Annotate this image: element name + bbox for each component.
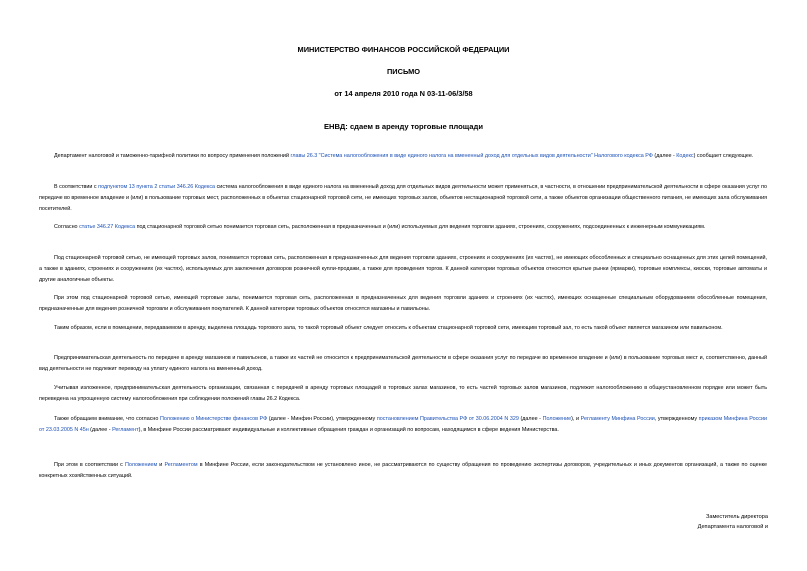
link-subparagraph-13[interactable]: подпунктом 13 пункта 2 статьи 346.26 Кодекса <box>98 184 216 190</box>
link-article-346-27[interactable]: статье 346.27 Кодекса <box>79 224 136 230</box>
document-subject: ЕНВД: сдаем в аренду торговые площади <box>323 122 484 131</box>
document-reference: от 14 апреля 2010 года N 03-11-06/3/58 <box>334 89 473 98</box>
link-reglament-2[interactable]: Регламентом <box>164 462 198 468</box>
paragraph-8: Учитывая изложенное, предпринимательская деятельность организации, связанная с передачей в аренду торговых площадей в торговых залах магазинов, то есть частей торговых залов магазинов, подлежит налогообложению в общеустановленном порядке или может быть переведена на упрощенную систему налогообложения при соблюдении положений главы 26.2 Кодекса. <box>39 385 767 402</box>
paragraph-6: Таким образом, если в помещении, передаваемом в аренду, выделена площадь торгового зала, то такой торговый объект следует относить к объектам стационарной торговой сети, имеющим торговый зал, то есть такой объект является магазином или павильоном. <box>54 325 723 331</box>
signature-line-1: Заместитель директора <box>705 514 768 520</box>
link-regulation[interactable]: Положение <box>542 416 572 422</box>
link-government-decree[interactable]: постановлением Правительства РФ от 30.06.2004 N 329 <box>376 416 519 422</box>
link-chapter-26-3[interactable]: главы 26.3 "Система налогообложения в виде единого налога на вмененный доход для отдельных видов деятельности" Налогового кодекса РФ <box>290 153 653 159</box>
document-type: ПИСЬМО <box>387 67 420 76</box>
link-code[interactable]: Кодекс <box>676 153 694 159</box>
signature-block <box>698 512 768 532</box>
paragraph-2: В соответствии с подпунктом 13 пункта 2 статьи 346.26 Кодекса система налогообложения в виде единого налога на вмененный доход для отдельных видов деятельности может применяться, в частности, в отношении предпринимательской деятельности в сфере оказания услуг по передаче во временное владение и (или) в пользование торговых мест, расположенных в объектах стационарной торговой сети, не имеющих торговых залов, объектов нестационарной торговой сети, а также объектов организации общественного питания, не имеющих зала обслуживания посетителей. <box>39 184 768 212</box>
link-reglament[interactable]: Регламенту Минфина России <box>580 416 655 422</box>
paragraph-3: Согласно статье 346.27 Кодекса под стационарной торговой сетью понимается торговая сеть, расположенная в предназначенных и (или) используемых для ведения торговли зданиях, строениях, сооружениях, подсоединенных к инженерным коммуникациям. <box>54 224 706 230</box>
link-order-45n[interactable]: приказом Минфина России от 23.03.2005 N 45н <box>39 416 768 433</box>
paragraph-1: Департамент налоговой и таможенно-тарифной политики по вопросу применения положений главы 26.3 "Система налогообложения в виде единого налога на вмененный доход для отдельных видов деятельности" Налогового кодекса РФ (далее - Кодекс) сообщает следующее. <box>54 153 754 159</box>
paragraph-7: Предпринимательская деятельность по передаче в аренду магазинов и павильонов, а также их частей не относится к предпринимательской деятельности в сфере оказания услуг по передаче во временное владение и (или) в пользование торговых мест и, соответственно, данный вид деятельности не подлежит переводу на уплату единого налога на вмененный доход. <box>39 355 767 372</box>
ministry-heading: МИНИСТЕРСТВО ФИНАНСОВ РОССИЙСКОЙ ФЕДЕРАЦИИ <box>297 45 510 54</box>
link-reglament-short[interactable]: Регламент <box>112 427 139 433</box>
paragraph-5: При этом под стационарной торговой сетью, имеющей торговые залы, понимается торговая сеть, расположенная в предназначенных для ведения торговли зданиях и строениях (их частях), имеющих оснащенные специальным оборудованием обособленные помещения, предназначенные для ведения розничной торговли и обслуживания покупателей. К данной категории торговых объектов относятся магазины и павильоны. <box>39 295 767 312</box>
paragraph-9: Также обращаем внимание, что согласно Положению о Министерстве финансов РФ (далее - Минфин России), утвержденному постановлением Правительства РФ от 30.06.2004 N 329 (далее - Положение), и Регламенту Минфина России, утвержденному приказом Минфина России от 23.03.2005 N 45н (далее - Регламент), в Минфине России рассматривают индивидуальные и коллективные обращения граждан и организаций по вопросам, находящимся в сфере ведения Министерства. <box>39 416 768 433</box>
signature-line-2: Департамента налоговой и <box>697 524 768 530</box>
paragraph-10: При этом в соответствии с Положением и Регламентом в Минфине России, если законодательством не установлено иное, не рассматриваются по существу обращения по проведению экспертизы договоров, учредительных и иных документов организаций, а также по оценке конкретных хозяйственных ситуаций. <box>39 462 768 479</box>
link-ministry-regulation[interactable]: Положению о Министерстве финансов РФ <box>159 416 268 422</box>
paragraph-4: Под стационарной торговой сетью, не имеющей торговых залов, понимается торговая сеть, расположенная в предназначенных для ведения торговли зданиях, строениях и сооружениях (их частях), не имеющих обособленных и специально оснащенных для этих целей помещений, а также в зданиях, строениях и сооружениях (их частях), используемых для заключения договоров розничной купли-продажи, а также для проведения торгов. К данной категории торговых объектов относятся крытые рынки (ярмарки), торговые комплексы, киоски, торговые автоматы и другие аналогичные объекты. <box>39 255 767 283</box>
link-regulation-2[interactable]: Положением <box>124 462 158 468</box>
